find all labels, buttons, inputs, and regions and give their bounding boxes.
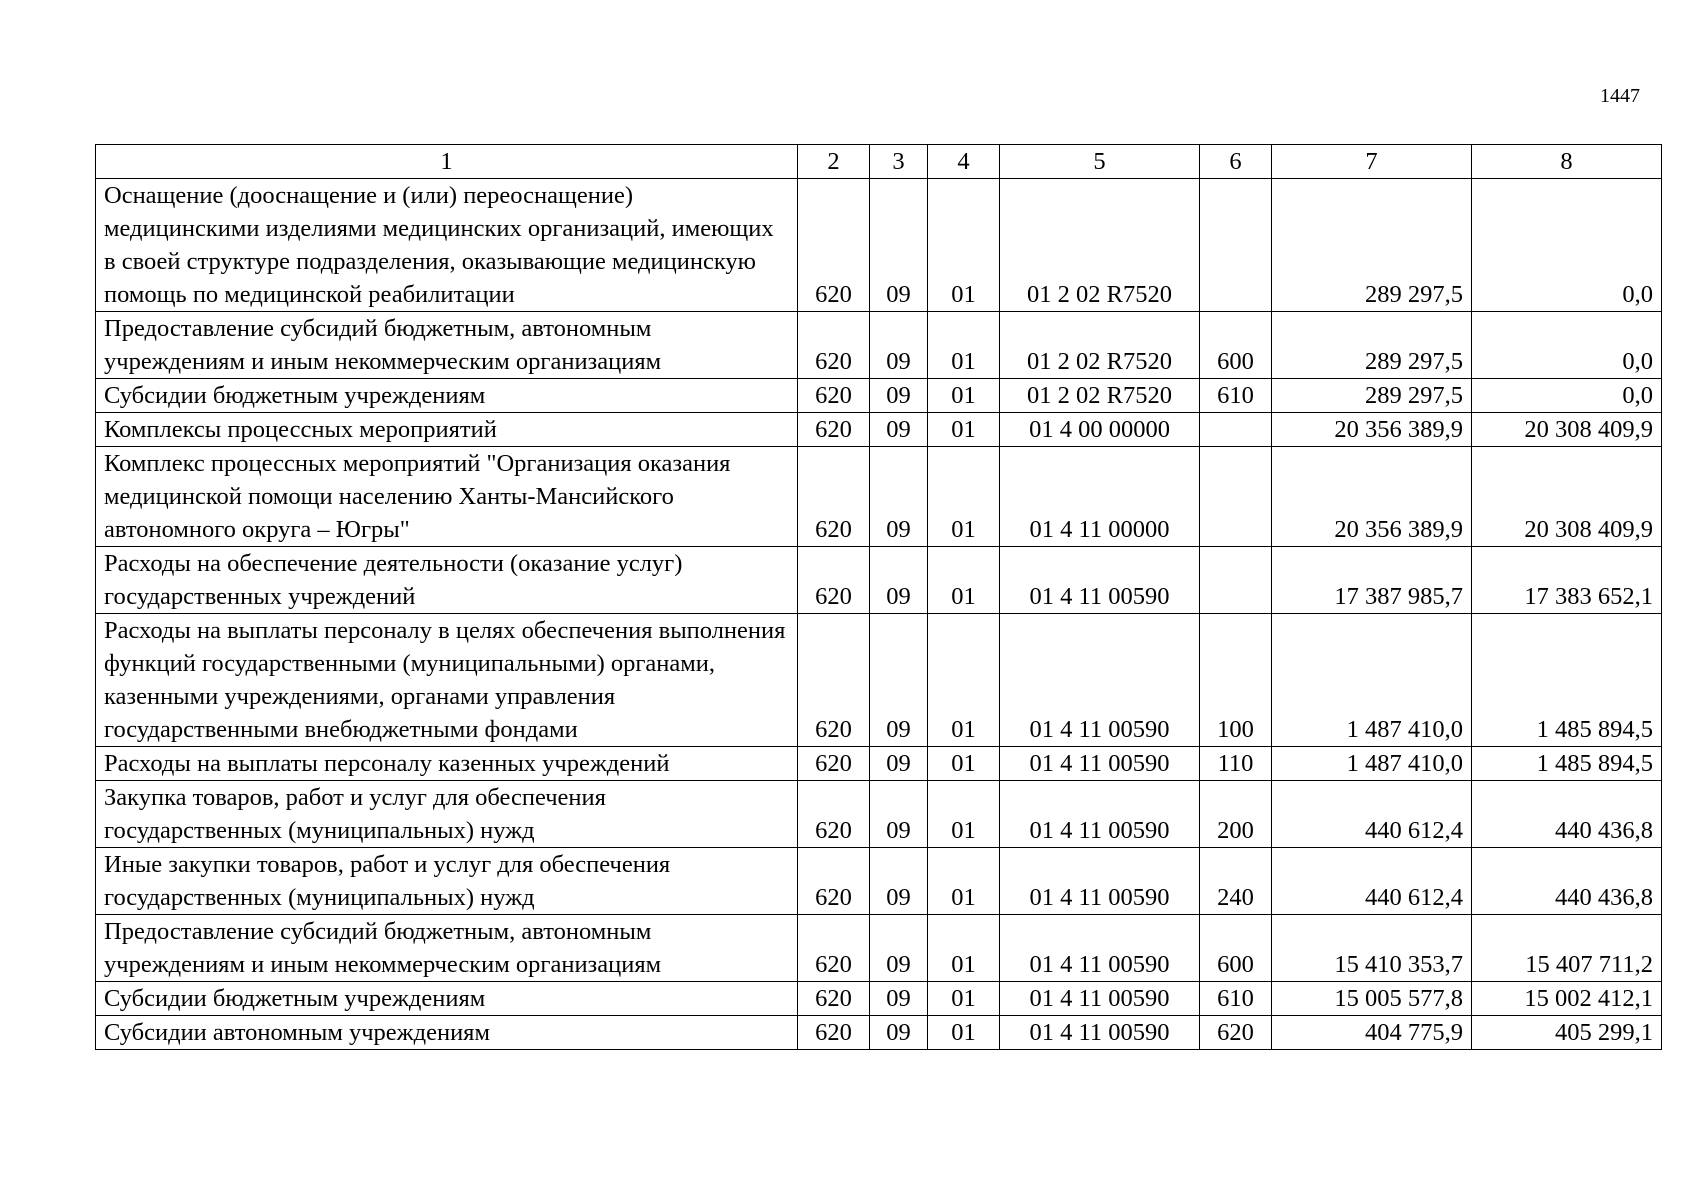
section-cell: 09: [870, 982, 928, 1016]
amount-year1-cell: 15 005 577,8: [1272, 982, 1472, 1016]
section-cell: 09: [870, 179, 928, 312]
row-name-cell: Субсидии бюджетным учреждениям: [96, 379, 798, 413]
target-article-cell: 01 4 11 00590: [1000, 747, 1200, 781]
column-header-3: 3: [870, 145, 928, 179]
table-row: [96, 547, 1662, 614]
table-row: [96, 982, 1662, 1016]
expense-type-cell: [1200, 413, 1272, 447]
admin-code-cell: 620: [798, 848, 870, 915]
table-row: [96, 413, 1662, 447]
target-article-cell: 01 4 00 00000: [1000, 413, 1200, 447]
subsection-cell: 01: [928, 1016, 1000, 1050]
target-article-cell: 01 4 11 00590: [1000, 982, 1200, 1016]
section-cell: 09: [870, 312, 928, 379]
expense-type-cell: 600: [1200, 312, 1272, 379]
admin-code-cell: 620: [798, 413, 870, 447]
table-row: [96, 179, 1662, 312]
expense-type-cell: 600: [1200, 915, 1272, 982]
expense-type-cell: 620: [1200, 1016, 1272, 1050]
subsection-cell: 01: [928, 413, 1000, 447]
amount-year1-cell: 289 297,5: [1272, 179, 1472, 312]
admin-code-cell: 620: [798, 179, 870, 312]
section-cell: 09: [870, 413, 928, 447]
expense-type-cell: [1200, 179, 1272, 312]
admin-code-cell: 620: [798, 1016, 870, 1050]
section-cell: 09: [870, 547, 928, 614]
budget-table: [95, 144, 1662, 1050]
subsection-cell: 01: [928, 781, 1000, 848]
target-article-cell: 01 2 02 R7520: [1000, 379, 1200, 413]
expense-type-cell: 100: [1200, 614, 1272, 747]
admin-code-cell: 620: [798, 614, 870, 747]
table-row: [96, 312, 1662, 379]
row-name-cell: Расходы на выплаты персоналу в целях обеспечения выполнения функций государственными (муниципальными) органами, казенными учреждениями, органами управления государственными внебюджетными фондами: [96, 614, 798, 747]
target-article-cell: 01 4 11 00590: [1000, 1016, 1200, 1050]
amount-year2-cell: 440 436,8: [1472, 848, 1662, 915]
amount-year1-cell: 440 612,4: [1272, 848, 1472, 915]
expense-type-cell: 200: [1200, 781, 1272, 848]
target-article-cell: 01 2 02 R7520: [1000, 312, 1200, 379]
table-row: [96, 614, 1662, 747]
target-article-cell: 01 4 11 00590: [1000, 547, 1200, 614]
expense-type-cell: [1200, 547, 1272, 614]
amount-year2-cell: 0,0: [1472, 312, 1662, 379]
subsection-cell: 01: [928, 848, 1000, 915]
row-name-cell: Предоставление субсидий бюджетным, автономным учреждениям и иным некоммерческим организациям: [96, 312, 798, 379]
amount-year2-cell: 15 407 711,2: [1472, 915, 1662, 982]
section-cell: 09: [870, 447, 928, 547]
table-row: [96, 1016, 1662, 1050]
column-header-2: 2: [798, 145, 870, 179]
amount-year1-cell: 289 297,5: [1272, 312, 1472, 379]
amount-year1-cell: 1 487 410,0: [1272, 747, 1472, 781]
column-header-7: 7: [1272, 145, 1472, 179]
amount-year1-cell: 20 356 389,9: [1272, 447, 1472, 547]
row-name-cell: Субсидии бюджетным учреждениям: [96, 982, 798, 1016]
target-article-cell: 01 4 11 00590: [1000, 915, 1200, 982]
expense-type-cell: [1200, 447, 1272, 547]
column-header-8: 8: [1472, 145, 1662, 179]
subsection-cell: 01: [928, 614, 1000, 747]
subsection-cell: 01: [928, 312, 1000, 379]
column-header-1: 1: [96, 145, 798, 179]
amount-year1-cell: 17 387 985,7: [1272, 547, 1472, 614]
amount-year2-cell: 15 002 412,1: [1472, 982, 1662, 1016]
subsection-cell: 01: [928, 915, 1000, 982]
target-article-cell: 01 4 11 00590: [1000, 781, 1200, 848]
amount-year2-cell: 0,0: [1472, 379, 1662, 413]
row-name-cell: Оснащение (дооснащение и (или) переоснащение) медицинскими изделиями медицинских организаций, имеющих в своей структуре подразделения, оказывающие медицинскую помощь по медицинской реабилитации: [96, 179, 798, 312]
section-cell: 09: [870, 915, 928, 982]
admin-code-cell: 620: [798, 982, 870, 1016]
subsection-cell: 01: [928, 982, 1000, 1016]
page-number: 1447: [1600, 85, 1640, 107]
section-cell: 09: [870, 781, 928, 848]
expense-type-cell: 610: [1200, 982, 1272, 1016]
amount-year2-cell: 1 485 894,5: [1472, 747, 1662, 781]
expense-type-cell: 110: [1200, 747, 1272, 781]
admin-code-cell: 620: [798, 915, 870, 982]
row-name-cell: Комплексы процессных мероприятий: [96, 413, 798, 447]
table-header-row: [96, 145, 1662, 179]
target-article-cell: 01 4 11 00590: [1000, 614, 1200, 747]
amount-year2-cell: 20 308 409,9: [1472, 413, 1662, 447]
target-article-cell: 01 4 11 00590: [1000, 848, 1200, 915]
subsection-cell: 01: [928, 379, 1000, 413]
admin-code-cell: 620: [798, 312, 870, 379]
row-name-cell: Расходы на выплаты персоналу казенных учреждений: [96, 747, 798, 781]
subsection-cell: 01: [928, 179, 1000, 312]
table-row: [96, 781, 1662, 848]
expense-type-cell: 610: [1200, 379, 1272, 413]
amount-year1-cell: 1 487 410,0: [1272, 614, 1472, 747]
amount-year2-cell: 0,0: [1472, 179, 1662, 312]
row-name-cell: Расходы на обеспечение деятельности (оказание услуг) государственных учреждений: [96, 547, 798, 614]
row-name-cell: Предоставление субсидий бюджетным, автономным учреждениям и иным некоммерческим организациям: [96, 915, 798, 982]
section-cell: 09: [870, 614, 928, 747]
table-body: [96, 179, 1662, 1050]
row-name-cell: Закупка товаров, работ и услуг для обеспечения государственных (муниципальных) нужд: [96, 781, 798, 848]
row-name-cell: Субсидии автономным учреждениям: [96, 1016, 798, 1050]
admin-code-cell: 620: [798, 447, 870, 547]
row-name-cell: Иные закупки товаров, работ и услуг для обеспечения государственных (муниципальных) нужд: [96, 848, 798, 915]
subsection-cell: 01: [928, 747, 1000, 781]
table-row: [96, 747, 1662, 781]
expense-type-cell: 240: [1200, 848, 1272, 915]
subsection-cell: 01: [928, 547, 1000, 614]
table-row: [96, 848, 1662, 915]
amount-year1-cell: 440 612,4: [1272, 781, 1472, 848]
amount-year1-cell: 289 297,5: [1272, 379, 1472, 413]
amount-year1-cell: 20 356 389,9: [1272, 413, 1472, 447]
column-header-4: 4: [928, 145, 1000, 179]
subsection-cell: 01: [928, 447, 1000, 547]
amount-year2-cell: 440 436,8: [1472, 781, 1662, 848]
row-name-cell: Комплекс процессных мероприятий "Организация оказания медицинской помощи населению Ханты-Мансийского автономного округа – Югры": [96, 447, 798, 547]
section-cell: 09: [870, 747, 928, 781]
amount-year2-cell: 17 383 652,1: [1472, 547, 1662, 614]
amount-year1-cell: 404 775,9: [1272, 1016, 1472, 1050]
amount-year2-cell: 20 308 409,9: [1472, 447, 1662, 547]
admin-code-cell: 620: [798, 747, 870, 781]
amount-year2-cell: 405 299,1: [1472, 1016, 1662, 1050]
section-cell: 09: [870, 1016, 928, 1050]
amount-year1-cell: 15 410 353,7: [1272, 915, 1472, 982]
amount-year2-cell: 1 485 894,5: [1472, 614, 1662, 747]
section-cell: 09: [870, 848, 928, 915]
table-row: [96, 915, 1662, 982]
table-row: [96, 447, 1662, 547]
column-header-6: 6: [1200, 145, 1272, 179]
target-article-cell: 01 2 02 R7520: [1000, 179, 1200, 312]
admin-code-cell: 620: [798, 547, 870, 614]
table-row: [96, 379, 1662, 413]
section-cell: 09: [870, 379, 928, 413]
target-article-cell: 01 4 11 00000: [1000, 447, 1200, 547]
admin-code-cell: 620: [798, 379, 870, 413]
admin-code-cell: 620: [798, 781, 870, 848]
column-header-5: 5: [1000, 145, 1200, 179]
